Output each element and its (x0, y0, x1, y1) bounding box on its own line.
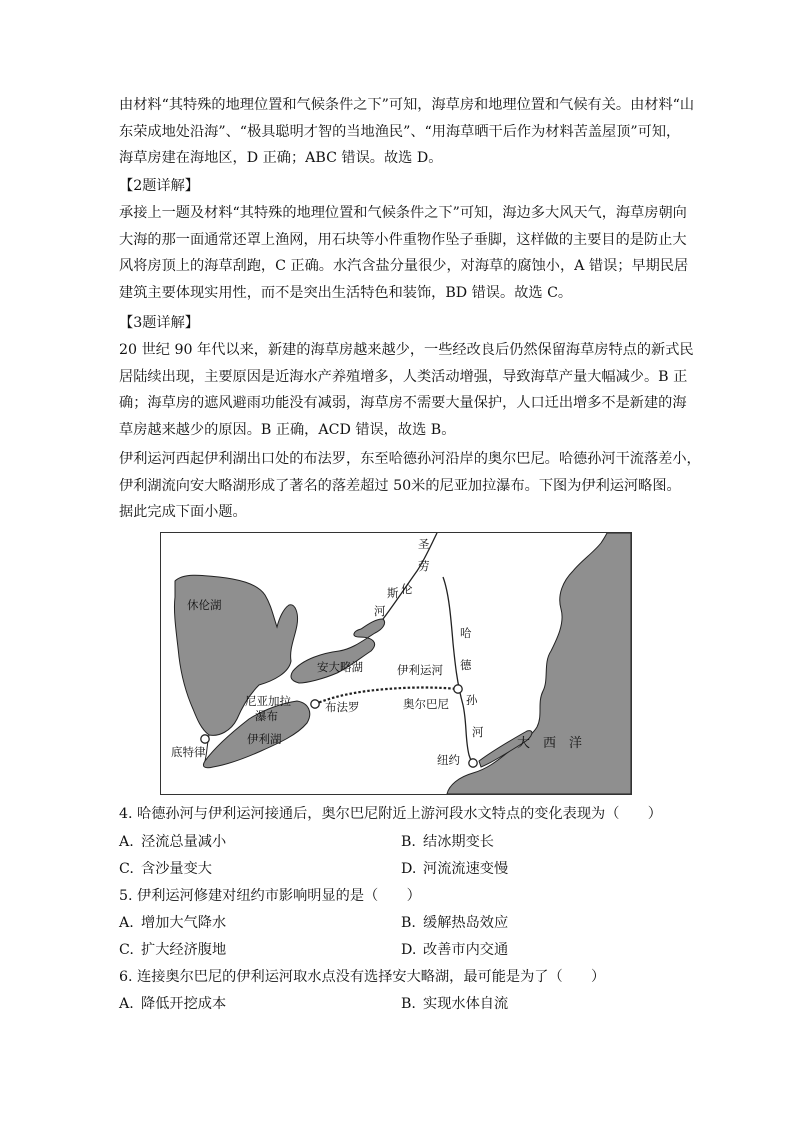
label-ontario: 安大略湖 (317, 660, 363, 674)
label-buffalo: 布法罗 (325, 700, 360, 714)
text-line: 伊利湖流向安大略湖形成了著名的落差超过 50米的尼亚加拉瀑布。下图为伊利运河略图。 (119, 477, 681, 494)
text-line: 风将房顶上的海草刮跑，C 正确。水汽含盐分量很少，对海草的腐蚀小，A 错误；早期民居 (119, 258, 689, 274)
question-5-option-c[interactable] (119, 939, 226, 961)
question-6-option-b[interactable] (401, 993, 508, 1015)
erie-canal-map (160, 532, 632, 795)
question-4-option-b[interactable] (401, 831, 494, 853)
albany-marker (454, 685, 462, 693)
question-4-option-c[interactable] (119, 858, 212, 880)
option-label: A. (119, 996, 134, 1012)
text-line: 大海的那一面通常还罩上渔网，用石块等小件重物作坠子垂脚，这样做的主要目的是防止大 (119, 231, 687, 248)
section-heading-2: 【2题详解】 (119, 178, 199, 194)
option-text: 结冰期变长 (423, 834, 494, 850)
text-line: 确；海草房的遮风避雨功能没有减弱，海草房不需要大量保护，人口迁出增多不是新建的海 (119, 395, 687, 411)
text-line: 20 世纪 90 年代以来，新建的海草房越来越少，一些经改良后仍然保留海草房特点的新式民 (119, 342, 694, 358)
option-text: 改善市内交通 (423, 942, 509, 958)
analysis-paragraph-2 (119, 200, 689, 306)
option-text: 河流流速变慢 (423, 861, 509, 877)
option-label: B. (401, 834, 416, 850)
label-hudson-1: 哈 (460, 626, 472, 640)
label-hudson-2: 德 (460, 658, 472, 672)
question-4-option-d[interactable] (401, 858, 508, 880)
new-york-marker (469, 759, 477, 767)
label-hudson-4: 河 (472, 725, 484, 739)
question-4-option-a[interactable] (119, 831, 226, 853)
option-label: A. (119, 915, 134, 931)
option-label: B. (401, 915, 416, 931)
label-st-lawrence-2: 劳 (418, 559, 430, 573)
text-line: 居陆续出现，主要原因是近海水产养殖增多，人类活动增强，导致海草产量大幅减少。B 正 (119, 368, 688, 385)
option-text: 实现水体自流 (423, 996, 509, 1012)
question-5-option-a[interactable] (119, 912, 226, 934)
option-text: 扩大经济腹地 (141, 942, 227, 958)
question-6-option-a[interactable] (119, 993, 226, 1015)
label-hudson-3: 孙 (466, 693, 478, 707)
question-5-option-b[interactable] (401, 912, 508, 934)
label-st-lawrence-3: 伦 (401, 582, 413, 596)
label-erie: 伊利湖 (247, 732, 282, 746)
option-text: 增加大气降水 (141, 915, 227, 931)
label-st-lawrence-4: 斯 (387, 586, 399, 600)
question-5-stem: 5. 伊利运河修建对纽约市影响明显的是（ ） (119, 888, 421, 904)
label-niagara-1: 尼亚加拉 (245, 694, 291, 708)
text-line: 东荣成地处沿海”、“极具聪明才智的当地渔民”、“用海草晒干后作为材料苦盖屋顶”可知， (119, 123, 681, 140)
label-new-york: 纽约 (437, 753, 460, 767)
detroit-marker (201, 735, 209, 743)
atlantic-ocean-shape (447, 533, 631, 794)
option-label: B. (401, 996, 416, 1012)
question-4-stem: 4. 哈德孙河与伊利运河接通后，奥尔巴尼附近上游河段水文特点的变化表现为（ ） (119, 806, 662, 822)
text-line: 承接上一题及材料“其特殊的地理位置和气候条件之下”可知，海边多大风天气，海草房朝向 (119, 205, 687, 221)
option-label: D. (401, 942, 417, 958)
buffalo-marker (311, 700, 319, 708)
option-text: 含沙量变大 (141, 861, 212, 877)
option-label: C. (119, 861, 134, 877)
label-atlantic: 大 西 洋 (517, 736, 583, 751)
text-line: 海草房建在海地区，D 正确；ABC 错误。故选 D。 (119, 150, 443, 166)
option-label: D. (401, 861, 417, 877)
option-text: 缓解热岛效应 (423, 915, 509, 931)
label-albany: 奥尔巴尼 (403, 697, 449, 711)
text-line: 据此完成下面小题。 (119, 504, 247, 520)
map-svg (161, 533, 631, 794)
label-st-lawrence-5: 河 (374, 604, 386, 618)
text-line: 伊利运河西起伊利湖出口处的布法罗，东至哈德孙河沿岸的奥尔巴尼。哈德孙河干流落差小， (119, 451, 701, 467)
option-text: 降低开挖成本 (141, 996, 227, 1012)
label-detroit: 底特律 (171, 745, 206, 759)
option-label: A. (119, 834, 134, 850)
section-heading-3: 【3题详解】 (119, 315, 199, 331)
analysis-paragraph-3 (119, 337, 694, 443)
analysis-paragraph-1 (119, 92, 695, 172)
option-text: 泾流总量减小 (141, 834, 227, 850)
label-st-lawrence-1: 圣 (418, 537, 430, 551)
text-line: 建筑主要体现实用性，而不是突出生活特色和装饰，BD 错误。故选 C。 (119, 284, 573, 301)
option-label: C. (119, 942, 134, 958)
material-intro (119, 446, 701, 526)
question-5-option-d[interactable] (401, 939, 508, 961)
question-6-stem: 6. 连接奥尔巴尼的伊利运河取水点没有选择安大略湖，最可能是为了（ ） (119, 969, 606, 985)
text-line: 草房越来越少的原因。B 正确，ACD 错误，故选 B。 (119, 421, 456, 438)
label-erie-canal: 伊利运河 (397, 663, 443, 677)
text-line: 由材料“其特殊的地理位置和气候条件之下”可知，海草房和地理位置和气候有关。由材料“山 (119, 97, 695, 113)
label-niagara-2: 瀑布 (255, 709, 278, 723)
label-huron: 休伦湖 (187, 598, 222, 612)
